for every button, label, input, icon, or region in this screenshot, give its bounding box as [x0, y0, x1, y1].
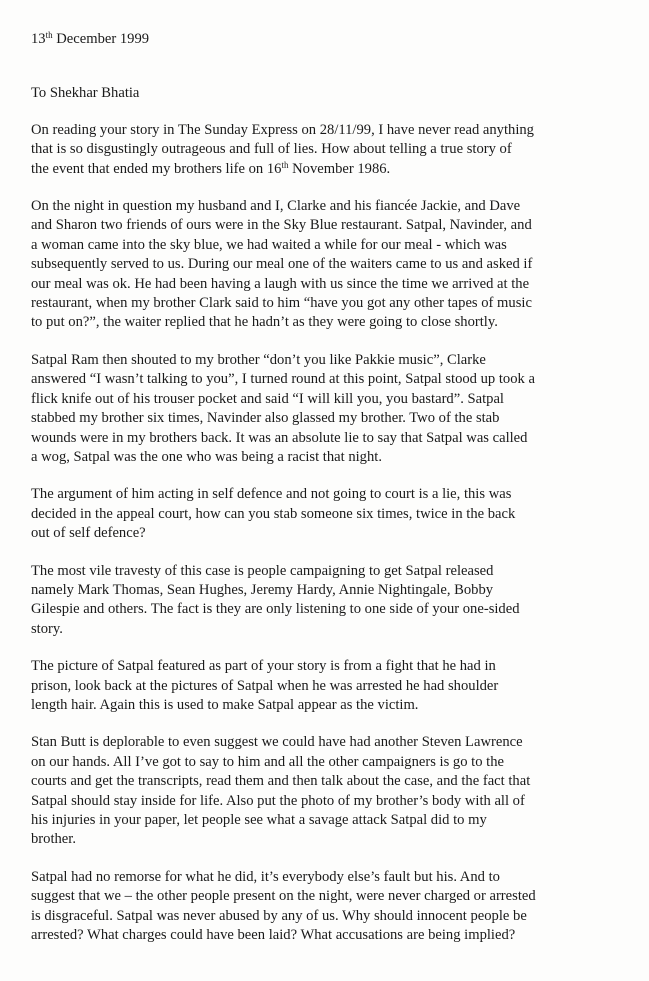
- paragraph-3: Satpal Ram then shouted to my brother “don’t you like Pakkie music”, Clarke answered “I wasn’t talking to you”, I turned round at this point, Satpal stood up took a flick knife out of his trouser pocket and said “I will kill you, you bastard”. Satpal stabbed my brother six times, Navinder also glassed my brother. Two of the stab wounds were in my brothers back. It was an absolute lie to say that Satpal was called a wog, Satpal was the one who was being a racist that night.: [31, 351, 535, 465]
- paragraph-4: The argument of him acting in self defence and not going to court is a lie, this was decided in the appeal court, how can you stab someone six times, twice in the back out of self defence?: [31, 486, 516, 542]
- paragraph-1-text-a: On reading your story in The Sunday Express on 28/11/99, I have never read anything that is so disgustingly outrageous and full of lies. How about telling a true story of the event that ended my brothers life on 16: [31, 121, 534, 177]
- paragraph-2: On the night in question my husband and I, Clarke and his fiancée Jackie, and Dave and Sharon two friends of ours were in the Sky Blue restaurant. Satpal, Navinder, and a woman came into the sky blue, we had waited a while for our meal - which was subsequently served to us. During our meal one of the waiters came to us and asked if our meal was ok. He had been having a laugh with us since the time we arrived at the restaurant, when my brother Clark said to him “have you got any other tapes of music to put on?”, the waiter replied that he hadn’t as they were going to close shortly.: [31, 198, 533, 331]
- paragraph-5: The most vile travesty of this case is people campaigning to get Satpal released namely Mark Thomas, Sean Hughes, Jeremy Hardy, Annie Nightingale, Bobby Gilespie and others. The fact is they are only listening to one side of your one-sided story.: [31, 562, 520, 637]
- paragraph-6: The picture of Satpal featured as part of your story is from a fight that he had in prison, look back at the pictures of Satpal when he was arrested he had shoulder length hair. Again this is used to make Satpal appear as the victim.: [31, 658, 499, 713]
- date-day-suffix: th: [45, 30, 53, 40]
- paragraph-1: [31, 121, 609, 179]
- salutation: To Shekhar Bhatia: [31, 85, 140, 102]
- letter-body: [31, 30, 609, 963]
- paragraph-1-date-suffix: th: [281, 159, 289, 170]
- paragraph-1-text-b: November 1986.: [288, 160, 391, 177]
- date-day: 13: [31, 31, 46, 47]
- paragraph-8: Satpal had no remorse for what he did, it’s everybody else’s fault but his. And to suggest that we – the other people present on the night, were never charged or arrested is disgraceful. Satpal was never abused by any of us. Why should innocent people be arrested? What charges could have been laid? What accusations are being implied?: [31, 868, 536, 944]
- letter-date: [31, 30, 609, 49]
- paragraph-7: Stan Butt is deplorable to even suggest we could have had another Steven Lawrence on our hands. All I’ve got to say to him and all the other campaigners is go to the courts and get the transcripts, read them and then talk about the case, and the fact that Satpal should stay inside for life. Also put the photo of my brother’s body with all of his injuries in your paper, let people see what a savage attack Satpal did to my brother.: [31, 734, 531, 848]
- date-month-year: December 1999: [52, 31, 150, 47]
